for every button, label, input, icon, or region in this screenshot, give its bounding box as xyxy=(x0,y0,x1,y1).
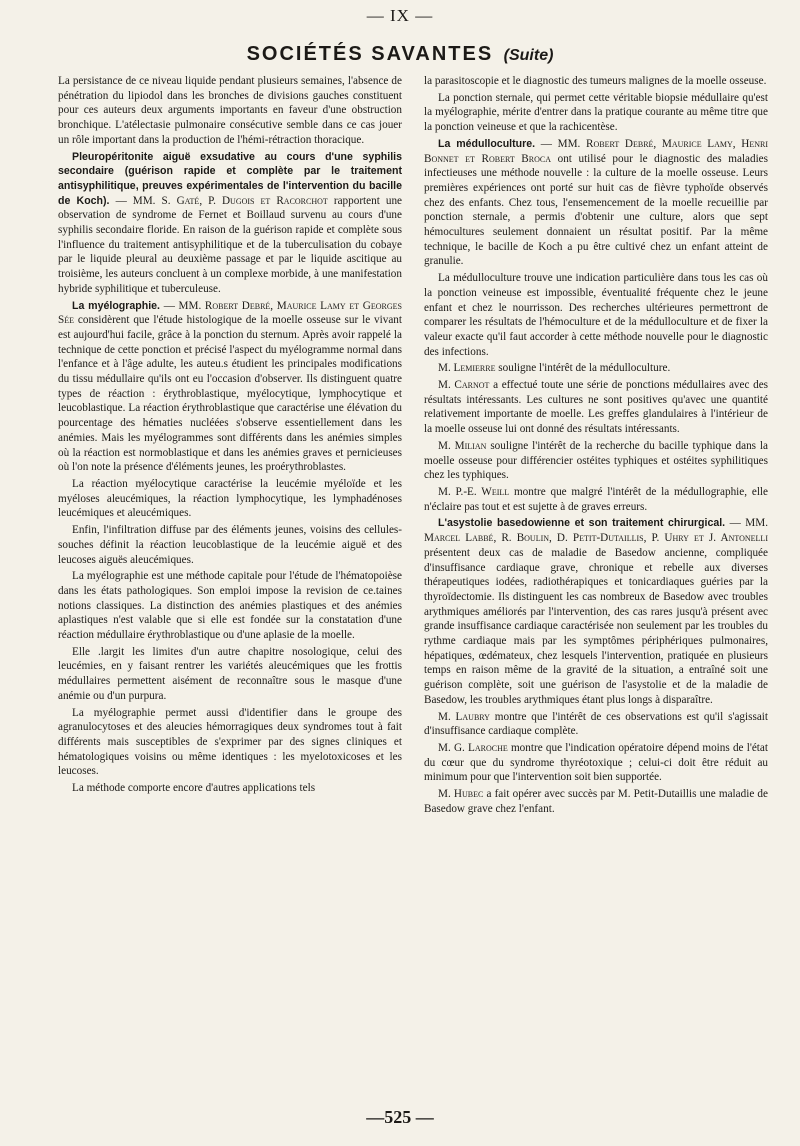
article-authors: — MM. Robert Debré, Maurice Lamy et Georges Sée xyxy=(58,299,402,327)
paragraph xyxy=(58,150,402,297)
article-text: montre que l'intérêt de ces observations est qu'il s'agissait d'insuffisance cardiaque complète. xyxy=(424,710,769,738)
paragraph: La réaction myélocytique caractérise la leucémie myéloïde et les myéloses aleucémiques, la réaction lymphocytique, les lymphadénoses leucémiques et aleucémiques. xyxy=(58,477,402,520)
folio: — IX — xyxy=(366,6,434,25)
article-authors: M. G. Laroche xyxy=(438,741,508,754)
title-suffix: (Suite) xyxy=(503,47,554,64)
page-number: —525 — xyxy=(366,1107,434,1127)
title-main: SOCIÉTÉS SAVANTES xyxy=(246,43,494,65)
paragraph xyxy=(424,741,768,785)
paragraph xyxy=(58,299,402,475)
paragraph xyxy=(424,361,768,376)
paragraph: La persistance de ce niveau liquide pendant plusieurs semaines, l'absence de pénétration du lipiodol dans les bronches de divisions gauches constituent pour ces auteurs deux arguments importants en faveur d'une obstruction bronchique. L'atélectasie pulmonaire consécutive semble dans ce cas jouer un rôle important dans la production de l'hémi-rétraction thoracique. xyxy=(58,75,402,146)
paragraph xyxy=(424,516,768,707)
right-column xyxy=(424,74,768,818)
left-column xyxy=(58,74,402,798)
paragraph xyxy=(424,378,768,437)
article-text: montre que malgré l'intérêt de la médullographie, elle n'éclaire pas tout et est sujette à de graves erreurs. xyxy=(424,485,769,513)
paragraph: La myélographie est une méthode capitale pour l'étude de l'hématopoièse dans les états pathologiques. Son emploi impose la revision de ce.taines notions classiques. La distinction des anémies plastiques et des anémies aplastiques n'est valable que si elle est fondée sur la constatation d'une réaction médullaire érythroblastique ou d'une aplasie de la moelle. xyxy=(58,570,402,642)
article-authors: M. Carnot xyxy=(438,379,490,392)
article-authors: — MM. S. Gaté, P. Dugois et Racorchot xyxy=(115,194,328,207)
article-text: rapportent une observation de syndrome de Fernet et Boillaud survenu au cours d'une syphilis secondaire floride. En raison de la guérison rapide et complète sous l'influence du traitement antisyphilitique et de la tuberculisation du cobaye par le liquide pleural au deuxième passage et par le liquide ascitique au troisième, les auteurs concluent à un complexe morbide, à une manifestation hybride syphilitique et tuberculeuse. xyxy=(58,194,403,295)
paragraph xyxy=(424,137,768,269)
paragraph: Enfin, l'infiltration diffuse par des éléments jeunes, voisins des cellules-souches définit la réaction leucoblastique de la leucémie aiguë et des leucoses aiguës aleucémiques. xyxy=(58,524,402,566)
paragraph xyxy=(424,439,768,483)
paragraph xyxy=(424,710,768,739)
article-text: souligne l'intérêt de la médulloculture. xyxy=(498,362,671,375)
paragraph: Elle .largit les limites d'un autre chapitre nosologique, celui des leucémies, en y faisant rentrer les variétés aleucémiques que les frottis médullaires permettent aisément de reconnaître sous le masque d'une anémie ou d'un purpura. xyxy=(58,645,402,702)
paragraph: La myélographie permet aussi d'identifier dans le groupe des agranulocytoses et des aleucies hémorragiques deux syndromes tout à fait différents mais susceptibles de s'exprimer par des signes cliniques et hématologiques voisins ou même identiques : les myelotoxicoses et les leucoses. xyxy=(58,706,402,778)
paragraph: La médulloculture trouve une indication particulière dans tous les cas où la ponction veineuse est impossible, éventualité fréquente chez le jeune enfant et chez le nourrisson. Des recherches ultérieures permettront de comparer les résultats de l'hémoculture et de la médulloculture et de fixer la valeur exacte qu'il faut accorder à cette méthode nouvelle pour le diagnostic des infections. xyxy=(424,272,768,358)
article-text: présentent deux cas de maladie de Basedow ancienne, compliquée d'insuffisance cardiaque grave, chronique et rebelle aux diverses thérapeutiques iodées, radiothérapiques et tonicardiaques guéries par la thyroïdectomie. Ils distinguent les cas nombreux de Basedow avec troubles arythmiques améliorés par l'intervention, des cas rares jusqu'à présent avec grande insuffisance cardiaque caractérisée non seulement par les troubles du rythme cardiaque mais par les symptômes périphériques pulmonaires, hépatiques, œdémateux, chez lesquels l'intervention, pratiquée en plusieurs temps en raison même de la gravité de la situation, a entraîné soit une guérison complète, soit une guérison de l'asystolie et de la maladie de Basedow, les troubles arythmiques étant plus longs à disparaître. xyxy=(424,546,768,706)
article-text: montre que l'indication opératoire dépend moins de l'état du cœur que du syndrome thyréotoxique ; celui-ci doit être réduit au minimum pour que l'intervention soit bien supportée. xyxy=(424,741,768,784)
section-title xyxy=(0,43,800,66)
article-authors: M. Laubry xyxy=(438,710,490,723)
article-title: L'asystolie basedowienne et son traitement chirurgical. xyxy=(438,517,726,530)
article-text: a effectué toute une série de ponctions médullaires avec des résultats intéressants. Les cultures ne sont positives qu'avec une quantité relativement importante de moelle. Les greffes glandulaires à l'intérieur de la moelle osseuse lui ont donné des résultats intéressants. xyxy=(424,379,769,436)
article-authors: — MM. Marcel Labbé, R. Boulin, D. Petit-Dutaillis, P. Uhry et J. Antonelli xyxy=(424,517,768,545)
paragraph: La ponction sternale, qui permet cette véritable biopsie médullaire qu'est la myélographie, mérite d'entrer dans la pratique courante au même titre que la ponction veineuse et que la rachicentèse. xyxy=(424,91,768,134)
article-authors: M. Milian xyxy=(438,439,487,452)
article-title: La myélographie. xyxy=(72,299,161,312)
article-authors: M. Lemierre xyxy=(438,362,496,375)
paragraph: La méthode comporte encore d'autres applications tels xyxy=(72,782,316,795)
article-text: considèrent que l'étude histologique de la moelle osseuse sur le vivant est aujourd'hui facile, grâce à la ponction du sternum. Après avoir rappelé la technique de cette ponction et précisé l'aspect du myélogramme normal dans l'enfance et à l'âge adulte, les auteu.s étudient les principales modifications du tissu médullaire qu'ils ont eu l'occasion d'observer. Ils distinguent quatre types de réaction : érythroblastique, myélocytique, lymphocytique et leucoblastique. La réaction érythroblastique que caractérise une élévation du pourcentage des hématies nucléées s'observe essentiellement dans les anémies. Mais les myélogrammes sont différents dans les anémies simples où la réaction est normoblastique et dans les anémies graves et pernicieuses où l'on note la présence d'éléments jeunes, les proérythroblastes. xyxy=(58,314,403,474)
article-authors: M. Hubec xyxy=(438,788,484,801)
paragraph xyxy=(424,485,768,514)
paragraph: la parasitoscopie et le diagnostic des tumeurs malignes de la moelle osseuse. xyxy=(424,75,767,87)
paragraph xyxy=(424,787,768,816)
article-text: souligne l'intérêt de la recherche du bacille typhique dans la moelle osseuse pour différencier ostéites typhiques et ostéites syphilitiques chez les typhiques. xyxy=(424,439,769,482)
article-authors: M. P.-E. Weill xyxy=(438,485,510,498)
article-authors: — MM. Robert Debré, Maurice Lamy, Henri Bonnet et Robert Broca xyxy=(424,137,769,165)
article-title: Pleuropéritonite aiguë exsudative au cours d'une syphilis secondaire (guérison rapide et complète par le traitement antisyphilitique, preuves expérimentales de l'intervention du bacille de Koch). xyxy=(58,150,402,207)
article-text: ont utilisé pour le diagnostic des maladies infectieuses une méthode nouvelle : la culture de la moelle osseuse. Leurs premières expériences ont porté sur huit cas de fièvre typhoïde observés chez des enfants. Chez tous, l'ensemencement de la moelle recueillie par ponction sternale, a permis d'obtenir une culture, alors que sept hémocultures seulement donnaient un résultat positif. Par la même technique, le bacille de Koch a pu être cultivé chez un enfant atteint de granulie. xyxy=(424,152,769,268)
article-text: a fait opérer avec succès par M. Petit-Dutaillis une maladie de Basedow grave chez l'enfant. xyxy=(424,788,768,815)
article-title: La médulloculture. xyxy=(438,137,536,150)
